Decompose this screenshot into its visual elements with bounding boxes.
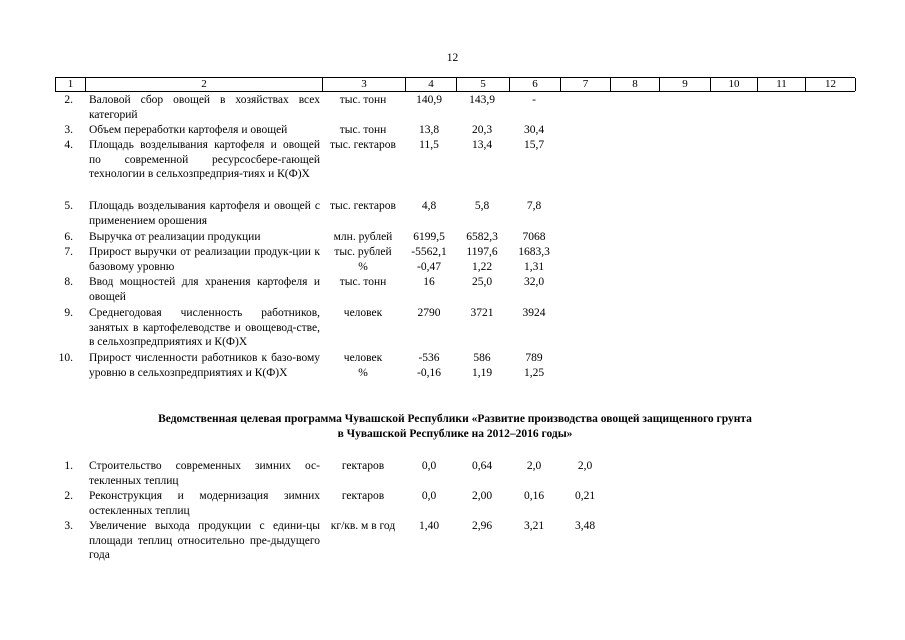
- row-value-c4: [405, 306, 453, 321]
- header-cell-5: 5: [457, 78, 510, 91]
- row-value-c4: [405, 199, 453, 214]
- row-unit: [322, 93, 404, 108]
- header-cell-1: 1: [56, 78, 86, 91]
- cell-line: 2,0: [526, 460, 542, 472]
- row-value-c6: [509, 306, 559, 321]
- row-value-c5: [456, 275, 508, 290]
- row-value-c6: [509, 489, 559, 504]
- section-title-line2: в Чувашской Республике на 2012–2016 годы»: [337, 427, 573, 440]
- cell-line: 1,22: [471, 260, 493, 273]
- row-number: 3.: [64, 520, 73, 532]
- row-unit: [322, 123, 404, 138]
- row-number: 5.: [64, 200, 73, 212]
- cell-line: кг/кв. м в год: [330, 520, 396, 532]
- row-value-c5: [456, 459, 508, 474]
- row-description: Ввод мощностей для хранения картофеля и овощей: [89, 276, 320, 303]
- row-value-c7: [560, 519, 610, 534]
- row-value-c6: [509, 138, 559, 153]
- row-description: Площадь возделывания картофеля и овощей по современной ресурсосбере-гающей технологии в сельхозпредприя-тиях и К(Ф)Х: [89, 139, 320, 181]
- section-title: [100, 412, 810, 441]
- cell-line: 6582,3: [466, 231, 498, 243]
- cell-line: 1683,3: [518, 246, 550, 258]
- cell-line: 4,8: [421, 200, 437, 212]
- cell-line: 0,64: [471, 460, 493, 472]
- row-value-c6: [509, 199, 559, 214]
- row-value-c6: [509, 123, 559, 138]
- row-number: 10.: [58, 352, 73, 364]
- row-unit: [322, 489, 404, 504]
- row-number: 8.: [64, 276, 73, 288]
- section-title-line1: Ведомственная целевая программа Чувашской Республики «Развитие производства овощей защищенного грунта: [158, 413, 752, 425]
- cell-line: 586: [473, 352, 491, 364]
- cell-line: 16: [423, 276, 435, 288]
- row-value-c6: [509, 275, 559, 290]
- row-number: 2.: [64, 490, 73, 502]
- cell-line: 3,21: [523, 520, 545, 532]
- row-value-c4: [405, 138, 453, 153]
- row-value-c5: [456, 230, 508, 245]
- row-unit: [322, 459, 404, 474]
- row-value-c4: [405, 459, 453, 474]
- row-number: 1.: [64, 460, 73, 472]
- row-value-c4: [405, 123, 453, 138]
- row-value-c6: [509, 245, 559, 274]
- cell-line: млн. рублей: [333, 231, 393, 243]
- cell-line: тыс. тонн: [339, 94, 387, 106]
- row-unit: [322, 306, 404, 321]
- header-cell-2: 2: [86, 78, 323, 91]
- cell-line: -5562,1: [411, 246, 447, 258]
- row-value-c5: [456, 199, 508, 214]
- row-description: Прирост численности работников к базо-вому уровню в сельхозпредприятиях и К(Ф)Х: [89, 352, 320, 379]
- row-value-c5: [456, 519, 508, 534]
- row-unit: [322, 245, 404, 274]
- row-value-c7: [560, 489, 610, 504]
- cell-line: 1197,6: [466, 246, 498, 258]
- cell-line: тыс. тонн: [339, 276, 387, 288]
- cell-line: 1,40: [418, 520, 440, 532]
- header-cell-6: 6: [510, 78, 561, 91]
- row-unit: [322, 199, 404, 214]
- cell-line: 30,4: [523, 124, 545, 136]
- header-cell-8: 8: [611, 78, 660, 91]
- cell-line: 789: [525, 352, 543, 364]
- row-number: 2.: [64, 94, 73, 106]
- row-value-c4: [405, 245, 453, 274]
- cell-line: 13,4: [471, 139, 493, 151]
- cell-line: -: [532, 94, 536, 106]
- cell-line: 6199,5: [413, 231, 445, 243]
- row-unit: [322, 275, 404, 290]
- cell-line: тыс. тонн: [339, 124, 387, 136]
- cell-line: %: [358, 260, 368, 273]
- cell-line: человек: [343, 307, 383, 319]
- row-value-c5: [456, 489, 508, 504]
- cell-line: 13,8: [418, 124, 440, 136]
- row-unit: [322, 519, 404, 534]
- cell-line: 1,19: [471, 366, 493, 379]
- row-value-c6: [509, 93, 559, 108]
- row-value-c5: [456, 123, 508, 138]
- cell-line: 2,96: [471, 520, 493, 532]
- cell-line: 25,0: [471, 276, 493, 288]
- cell-line: 0,21: [574, 490, 596, 502]
- cell-line: 32,0: [523, 276, 545, 288]
- row-value-c5: [456, 138, 508, 153]
- page-number: 12: [446, 52, 459, 64]
- row-description: Увеличение выхода продукции с едини-цы площади теплиц относительно пре-дыдущего года: [89, 520, 320, 562]
- cell-line: 7068: [522, 231, 546, 243]
- row-value-c5: [456, 306, 508, 321]
- cell-line: 2,0: [577, 460, 593, 472]
- cell-line: 5,8: [474, 200, 490, 212]
- row-value-c6: [509, 519, 559, 534]
- row-number: 7.: [64, 246, 73, 258]
- row-number: 6.: [64, 231, 73, 243]
- cell-line: тыс. гектаров: [330, 139, 396, 151]
- row-value-c6: [509, 459, 559, 474]
- header-cell-3: 3: [323, 78, 406, 91]
- row-description: Валовой сбор овощей в хозяйствах всех категорий: [89, 94, 320, 121]
- cell-line: 0,0: [421, 460, 437, 472]
- header-cell-7: 7: [561, 78, 611, 91]
- row-value-c4: [405, 93, 453, 108]
- header-cell-12: 12: [806, 78, 856, 91]
- row-number: 4.: [64, 139, 73, 151]
- cell-line: 3,48: [574, 520, 596, 532]
- cell-line: 1,25: [523, 366, 545, 379]
- cell-line: человек: [343, 352, 383, 364]
- cell-line: тыс. гектаров: [330, 200, 396, 212]
- cell-line: 7,8: [526, 200, 542, 212]
- cell-line: 143,9: [469, 94, 495, 106]
- row-value-c4: [405, 351, 453, 380]
- cell-line: 2790: [417, 307, 441, 319]
- row-value-c5: [456, 93, 508, 108]
- cell-line: 3924: [522, 307, 546, 319]
- row-unit: [322, 351, 404, 380]
- cell-line: 15,7: [523, 139, 545, 151]
- cell-line: 3721: [470, 307, 494, 319]
- row-number: 3.: [64, 124, 73, 136]
- row-value-c5: [456, 351, 508, 380]
- row-description: Среднегодовая численность работников, занятых в картофелеводстве и овощевод-стве, в сельхозпредприятиях и К(Ф)Х: [89, 307, 320, 349]
- row-value-c4: [405, 230, 453, 245]
- cell-line: 20,3: [471, 124, 493, 136]
- row-value-c4: [405, 275, 453, 290]
- cell-line: 0,0: [421, 490, 437, 502]
- row-value-c4: [405, 489, 453, 504]
- cell-line: %: [358, 366, 368, 379]
- cell-line: -0,47: [417, 260, 441, 273]
- row-number: 9.: [64, 307, 73, 319]
- row-description: Прирост выручки от реализации продук-ции к базовому уровню: [89, 246, 320, 273]
- row-description: Объем переработки картофеля и овощей: [89, 124, 288, 136]
- cell-line: гектаров: [341, 490, 385, 502]
- row-description: Выручка от реализации продукции: [89, 231, 261, 243]
- cell-line: -536: [418, 352, 440, 364]
- row-value-c6: [509, 230, 559, 245]
- row-value-c5: [456, 245, 508, 274]
- row-unit: [322, 138, 404, 153]
- cell-line: 0,16: [523, 490, 545, 502]
- cell-line: 11,5: [419, 139, 439, 151]
- cell-line: 2,00: [471, 490, 493, 502]
- row-description: Строительство современных зимних ос-текленных теплиц: [89, 460, 320, 487]
- header-cell-11: 11: [758, 78, 806, 91]
- cell-line: -0,16: [417, 366, 441, 379]
- row-description: Площадь возделывания картофеля и овощей с применением орошения: [89, 200, 320, 227]
- cell-line: гектаров: [341, 460, 385, 472]
- cell-line: 1,31: [523, 260, 545, 273]
- header-cell-4: 4: [406, 78, 457, 91]
- row-value-c7: [560, 459, 610, 474]
- row-value-c4: [405, 519, 453, 534]
- row-value-c6: [509, 351, 559, 380]
- table-header: [55, 77, 855, 92]
- row-description: Реконструкция и модернизация зимних остекленных теплиц: [89, 490, 320, 517]
- cell-line: тыс. рублей: [334, 246, 392, 258]
- header-cell-10: 10: [711, 78, 758, 91]
- header-cell-9: 9: [660, 78, 711, 91]
- cell-line: 140,9: [416, 94, 442, 106]
- row-unit: [322, 230, 404, 245]
